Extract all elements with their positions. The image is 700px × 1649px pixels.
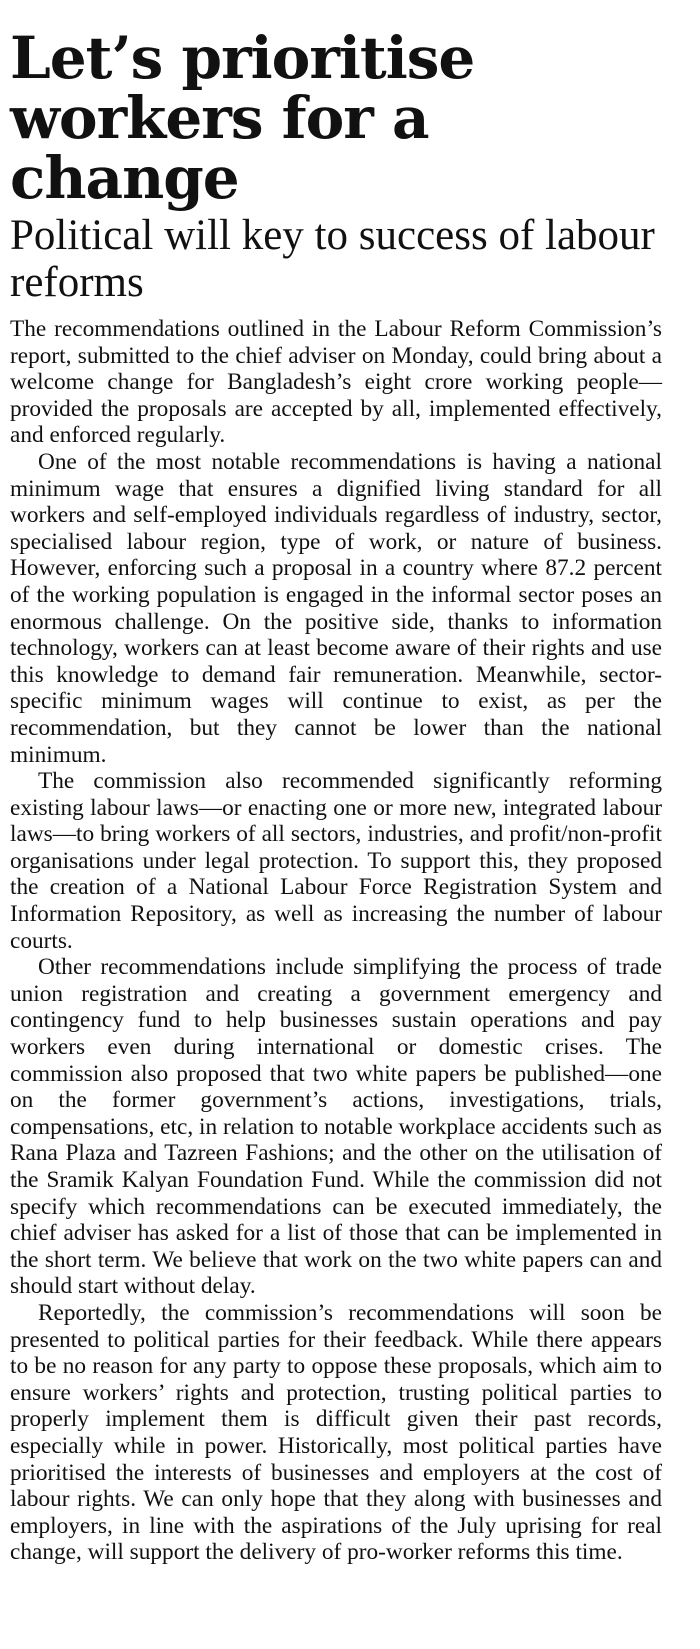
body-paragraph-1: The recommendations outlined in the Labour Reform Commission’s report, submitted to the chief adviser on Monday, could bring about a welcome change for Bangladesh’s eight crore working people—provided the proposals are accepted by all, implemented effectively, and enforced regularly.: [10, 316, 662, 449]
editorial-article: [10, 0, 662, 1566]
body-paragraph-4: Other recommendations include simplifying the process of trade union registration and creating a government emergency and contingency fund to help businesses sustain operations and pay workers even during international or domestic crises. The commission also proposed that two white papers be published—one on the former government’s actions, investigations, trials, compensations, etc, in relation to notable workplace accidents such as Rana Plaza and Tazreen Fashions; and the other on the utilisation of the Sramik Kalyan Foundation Fund. While the commission did not specify which recommendations can be executed immediately, the chief adviser has asked for a list of those that can be implemented in the short term. We believe that work on the two white papers can and should start without delay.: [10, 954, 662, 1300]
body-paragraph-2: One of the most notable recommendations is having a national minimum wage that ensures a dignified living standard for all workers and self-employed individuals regardless of industry, sector, specialised labour region, type of work, or nature of business. However, enforcing such a proposal in a country where 87.2 percent of the working population is engaged in the informal sector poses an enormous challenge. On the positive side, thanks to information technology, workers can at least become aware of their rights and use this knowledge to demand fair remuneration. Meanwhile, sector-specific minimum wages will continue to exist, as per the recommendation, but they cannot be lower than the national minimum.: [10, 448, 662, 768]
body-paragraph-5: Reportedly, the commission’s recommendations will soon be presented to political parties for their feedback. While there appears to be no reason for any party to oppose these proposals, which aim to ensure workers’ rights and protection, trusting political parties to properly implement them is difficult given their past records, especially while in power. Historically, most political parties have prioritised the interests of businesses and employers at the cost of labour rights. We can only hope that they along with businesses and employers, in line with the aspirations of the July uprising for real change, will support the delivery of pro-worker reforms this time.: [10, 1299, 662, 1566]
subheadline: Political will key to success of labour reforms: [10, 212, 655, 306]
headline: Let’s prioritise workers for a change: [10, 24, 475, 212]
body-paragraph-3: The commission also recommended significantly reforming existing labour laws—or enacting one or more new, integrated labour laws—to bring workers of all sectors, industries, and profit/non-profit organisations under legal protection. To support this, they proposed the creation of a National Labour Force Registration System and Information Repository, as well as increasing the number of labour courts.: [10, 768, 662, 954]
article-body: [10, 316, 662, 1566]
